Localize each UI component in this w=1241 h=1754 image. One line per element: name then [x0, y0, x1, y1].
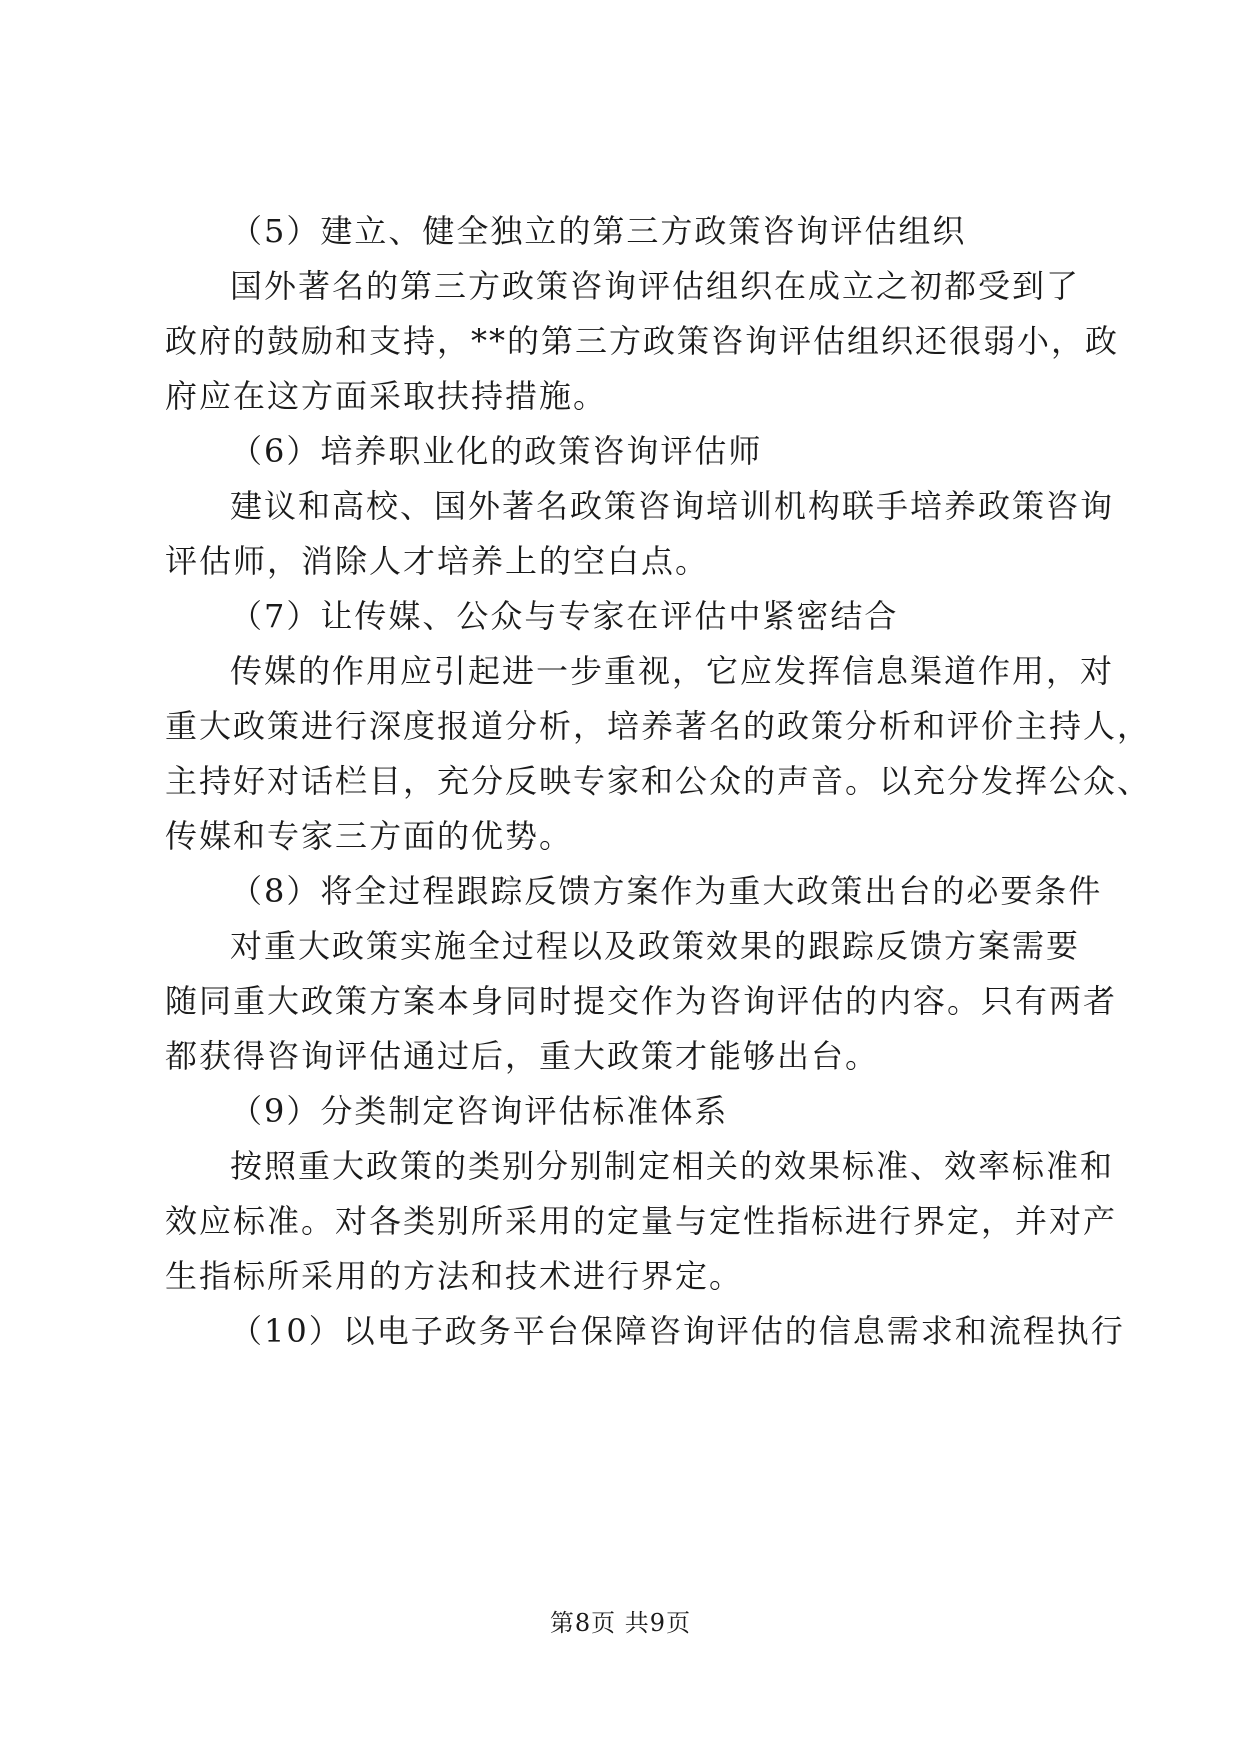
paragraph-line: 政府的鼓励和支持，**的第三方政策咨询评估组织还很弱小，政: [165, 322, 1120, 360]
paragraph-line: 主持好对话栏目，充分反映专家和公众的声音。以充分发挥公众、: [165, 762, 1152, 800]
paragraph-line: 对重大政策实施全过程以及政策效果的跟踪反馈方案需要: [230, 927, 1081, 965]
paragraph-line: 生指标所采用的方法和技术进行界定。: [165, 1257, 744, 1295]
paragraph-line: 都获得咨询评估通过后，重大政策才能够出台。: [165, 1037, 880, 1075]
section-heading-7: （7）让传媒、公众与专家在评估中紧密结合: [230, 597, 899, 635]
paragraph-line: 评估师，消除人才培养上的空白点。: [165, 542, 710, 580]
section-heading-8: （8）将全过程跟踪反馈方案作为重大政策出台的必要条件: [230, 872, 1103, 910]
paragraph-line: 府应在这方面采取扶持措施。: [165, 377, 608, 415]
paragraph-line: 建议和高校、国外著名政策咨询培训机构联手培养政策咨询: [230, 487, 1115, 525]
section-heading-10: （10）以电子政务平台保障咨询评估的信息需求和流程执行: [230, 1312, 1125, 1350]
paragraph-line: 按照重大政策的类别分别制定相关的效果标准、效率标准和: [230, 1147, 1115, 1185]
section-heading-9: （9）分类制定咨询评估标准体系: [230, 1092, 729, 1130]
paragraph-line: 效应标准。对各类别所采用的定量与定性指标进行界定，并对产: [165, 1202, 1118, 1240]
section-heading-6: （6）培养职业化的政策咨询评估师: [230, 432, 763, 470]
paragraph-line: 重大政策进行深度报道分析，培养著名的政策分析和评价主持人，: [165, 707, 1152, 745]
paragraph-line: 传媒和专家三方面的优势。: [165, 817, 574, 855]
section-heading-5: （5）建立、健全独立的第三方政策咨询评估组织: [230, 212, 967, 250]
paragraph-line: 传媒的作用应引起进一步重视，它应发挥信息渠道作用，对: [230, 652, 1115, 690]
paragraph-line: 随同重大政策方案本身同时提交作为咨询评估的内容。只有两者: [165, 982, 1118, 1020]
page-number-footer: 第8页 共9页: [549, 1609, 692, 1637]
paragraph-line: 国外著名的第三方政策咨询评估组织在成立之初都受到了: [230, 267, 1081, 305]
